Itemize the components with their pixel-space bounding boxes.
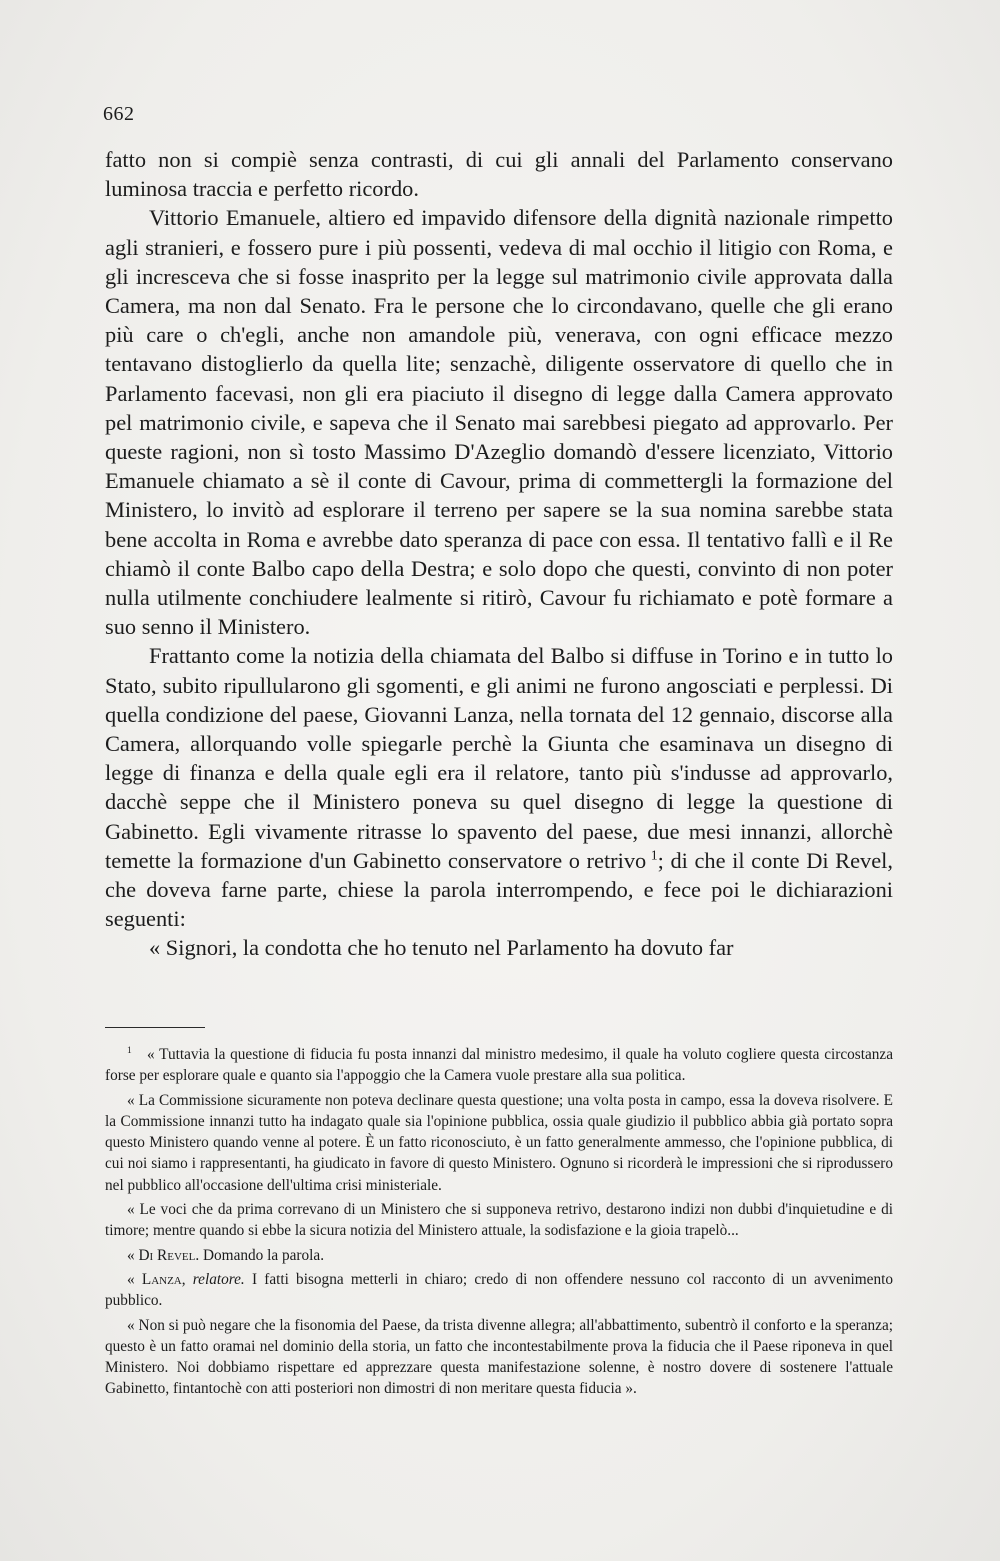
footnote-5-text: I fatti bisogna metterli in chiaro; credo di non offendere nessuno col racconto di un avvenimento pubblico. <box>105 1270 893 1310</box>
paragraph-2: Vittorio Emanuele, altiero ed impavido difensore della dignità nazionale rimpetto agli stranieri, e fossero pure i più possenti, vedeva di mal occhio il litigio con Roma, e gli incresceva che si fosse inasprito per la legge sul matrimonio civile approvata dalla Camera, ma non dal Senato. Fra le persone che lo circondavano, quelle che gli erano più care o ch'egli, anche non amandole più, venerava, con ogni efficace mezzo tentavano distoglierlo da quella lite; senzachè, diligente osservatore di quello che in Parlamento facevasi, non gli era piaciuto il disegno di legge dalla Camera approvato pel matrimonio civile, e sapeva che il Senato mai sarebbesi piegato ad approvarlo. Per queste ragioni, non sì tosto Massimo D'Azeglio domandò d'essere licenziato, Vittorio Emanuele chiamato a sè il conte di Cavour, prima di commettergli la formazione del Ministero, lo invitò ad esplorare il terreno per sapere se la sua nomina sarebbe stata bene accolta in Roma e avrebbe dato speranza di pace con essa. Il tentativo fallì e il Re chiamò il conte Balbo capo della Destra; e solo dopo che questi, convinto di non poter nulla utilmente conchiudere lealmente si ritirò, Cavour fu richiamato e potè formare a suo senno il Ministero. <box>105 205 893 640</box>
footnote-1-text: « Tuttavia la questione di fiducia fu posta innanzi dal ministro medesimo, il quale ha voluto cogliere questa circostanza forse per esplorare quale e quanto sia l'appoggio che la Camera vuole prestare alla sua politica. <box>105 1046 893 1085</box>
speaker-di-revel: Di Revel. <box>138 1246 200 1264</box>
footnote-5 <box>105 1269 893 1312</box>
footnotes <box>105 1044 893 1403</box>
page-number: 662 <box>103 103 135 125</box>
speaker-lanza: Lanza, <box>141 1270 186 1288</box>
footnote-4-text: Domando la parola. <box>199 1246 325 1264</box>
footnote-6: « Non si può negare che la fisonomia del Paese, da trista divenne allegra; all'abbattimento, subentrò il conforto e la speranza; questo è un fatto oramai nel dominio della storia, un fatto che incontestabilmente prova la fiducia che il Paese riponeva in quel Ministero. Noi dobbiamo rispettare ed apprezzare questa manifestazione solenne, è nostro dovere di sostenere l'attuale Gabinetto, fintantochè con atti posteriori non dimostri di non meritare questa fiducia ». <box>105 1316 893 1398</box>
footnote-3: « Le voci che da prima correvano di un Ministero che si supponeva retrivo, destarono indizi non dubbi d'inquietudine e di timore; mentre quando si ebbe la sicura notizia del Ministero attuale, la sodisfazione e la gioia trapelò... <box>105 1201 893 1240</box>
footnote-1 <box>105 1044 893 1087</box>
footnote-rule <box>105 1027 205 1028</box>
footnote-4-prefix: « <box>127 1246 139 1264</box>
footnote-marker: 1 <box>127 1045 132 1056</box>
footnote-4 <box>105 1245 893 1266</box>
footnote-5-prefix: « <box>127 1270 142 1288</box>
speaker-role: relatore. <box>192 1270 245 1288</box>
paragraph-3-continuation: ; di che il conte Di Revel, che doveva farne parte, chiese la parola interrompendo, e fece poi le dichiarazioni seguenti: <box>105 847 893 932</box>
paragraph-1: fatto non si compiè senza contrasti, di cui gli annali del Parlamento conservano luminosa traccia e perfetto ricordo. <box>105 147 893 202</box>
footnote-2: « La Commissione sicuramente non poteva declinare questa questione; una volta posta in campo, essa la doveva risolvere. E la Commissione innanzi tutto ha indagato quale sia l'opinione pubblica, ossia quale giudizio il pubblico abbia già portato sopra questo Ministero quando venne al potere. È un fatto riconosciuto, è un fatto generalmente ammesso, che l'opinione pubblica, di cui noi siamo i rappresentanti, ha giudicato in favore di questo Ministero. Ognuno si ricorderà le impressioni che si riprodussero nel pubblico all'occasione dell'ultima crisi ministeriale. <box>105 1091 893 1194</box>
paragraph-3 <box>105 641 893 933</box>
footnote-reference: 1 <box>650 848 658 864</box>
main-text <box>105 145 893 963</box>
paragraph-4: « Signori, la condotta che ho tenuto nel Parlamento ha dovuto far <box>149 935 734 961</box>
paragraph-3-text: Frattanto come la notizia della chiamata del Balbo si diffuse in Torino e in tutto lo Stato, subito ripullularono gli sgomenti, e gli animi ne furono angosciati e perplessi. Di quella condizione del paese, Giovanni Lanza, nella tornata del 12 gennaio, discorse alla Camera, allorquando volle spiegarle perchè la Giunta che esaminava un disegno di legge di finanza e della quale egli era il relatore, tanto più s'indusse ad approvarlo, dacchè seppe che il Ministero poneva su quel disegno di legge la questione di Gabinetto. Egli vivamente ritrasse lo spavento del paese, due mesi innanzi, allorchè temette la formazione d'un Gabinetto conservatore o retrivo <box>105 643 893 873</box>
